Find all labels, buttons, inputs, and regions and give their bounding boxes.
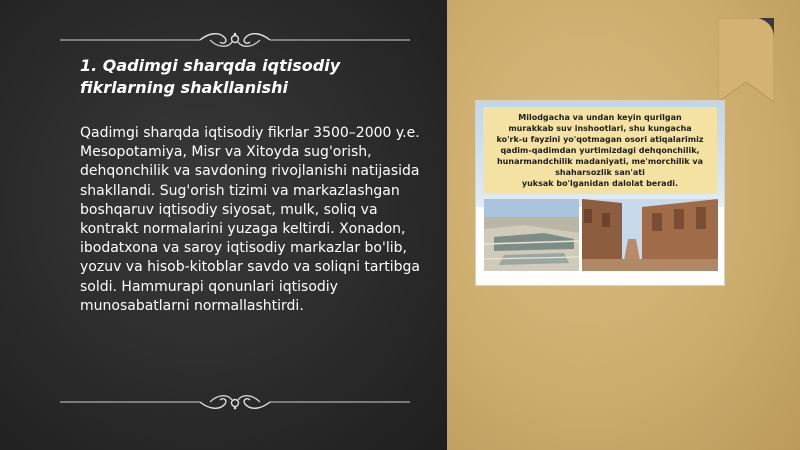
illustration-card	[475, 100, 725, 286]
top-ornament-divider-icon	[60, 30, 410, 50]
caption-line-4: qadim-qadimdan yurtimizdagi dehqonchilik,	[500, 146, 700, 155]
caption-line-6: shaharsozlik san'ati	[555, 168, 645, 177]
caption-line-5: hunarmandchilik madaniyati, me'morchilik va	[496, 157, 704, 166]
slide-title-line-1: 1. Qadimgi sharqda iqtisodiy	[80, 56, 341, 75]
slide-title	[80, 55, 430, 99]
image-caption	[483, 107, 717, 194]
ancient-city-photo	[582, 199, 718, 271]
water-structure-photo	[484, 199, 579, 271]
slide-body-text: Qadimgi sharqda iqtisodiy fikrlar 3500–2000 y.e. Mesopotamiya, Misr va Xitoyda sug'orish, dehqonchilik va savdoning rivojlanishi natijasida shakllandi. Sug'orish tizimi va markazlashgan boshqaruv iqtisodiy siyosat, mulk, soliq va kontrakt normalarini yuzaga keltirdi. Xonadon, ibodatxona va saroy iqtisodiy markazlar bo'lib, yozuv va hisob-kitoblar savdo va soliqni tartibga soldi. Hammurapi qonunlari iqtisodiy munosabatlarni normallashtirdi.	[80, 125, 420, 314]
bottom-ornament-divider-icon	[60, 392, 410, 412]
caption-line-7: yuksak bo'lganidan dalolat beradi.	[521, 179, 679, 188]
caption-line-2: murakkab suv inshootlari, shu kungacha	[508, 124, 692, 133]
caption-line-3: ko'rk-u fayzini yo'qotmagan osori atiqalarimiz	[496, 135, 704, 144]
slide-title-line-2: fikrlarning shakllanishi	[80, 78, 288, 97]
caption-line-1: Milodgacha va undan keyin qurilgan	[518, 113, 682, 122]
bookmark-ribbon-icon	[718, 18, 774, 102]
